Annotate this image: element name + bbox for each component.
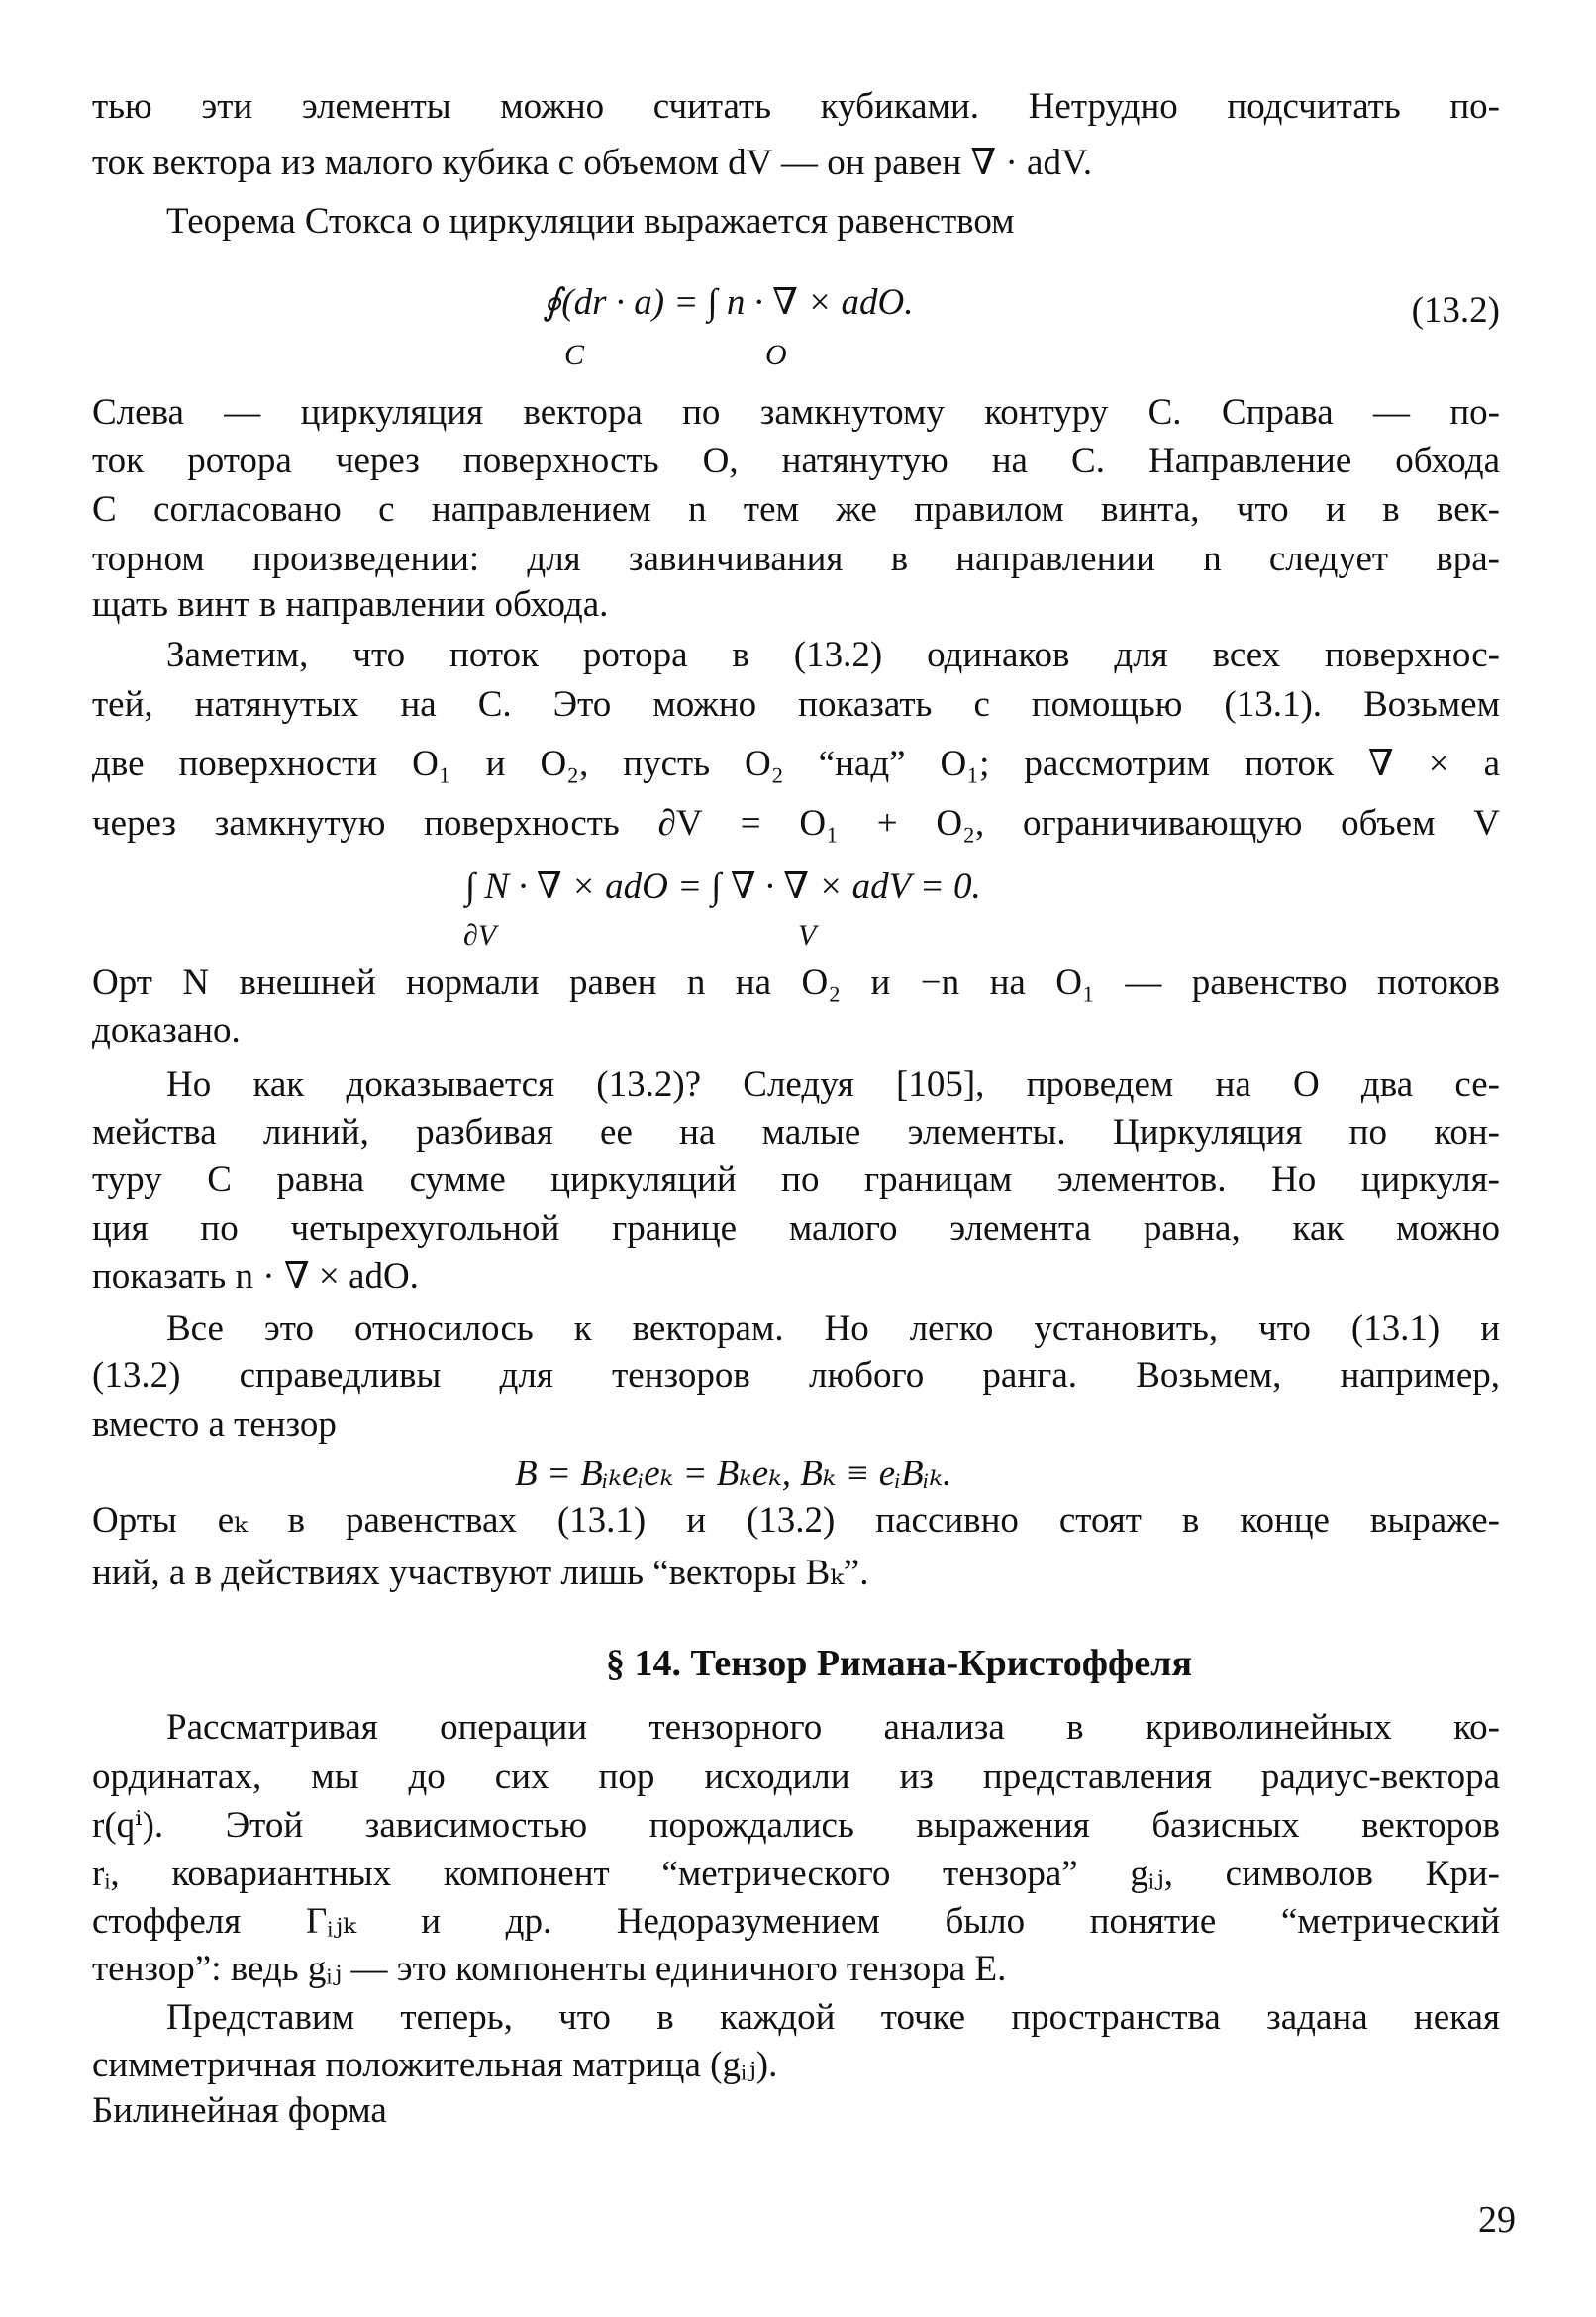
text-line: r(qⁱ). Этой зависимостью порождались выражения базисных векторов [92,1805,1500,1846]
text-line: ний, а в действиях участвуют лишь “векторы Bₖ”. [92,1553,869,1593]
section-heading: § 14. Тензор Римана-Кристоффеля [606,1643,1193,1684]
formula-subscript: V [798,919,817,952]
text-line: ток вектора из малого кубика с объемом dV — он равен ∇ · adV. [92,143,1093,183]
text-line: Но как доказывается (13.2)? Следуя [105], проведем на O два се- [166,1064,1500,1105]
formula: ∫ N · ∇ × adO = ∫ ∇ · ∇ × adV = 0. [465,866,981,907]
text-line: rᵢ, ковариантных компонент “метрического тензора” gᵢⱼ, символов Кри- [92,1854,1500,1894]
text-line: ординатах, мы до сих пор исходили из представления радиус-вектора [92,1757,1500,1797]
text-line: C согласовано с направлением n тем же правилом винта, что и в век- [92,489,1500,530]
formula-subscript: O [765,339,787,371]
formula-subscript: ∂V [463,919,497,952]
text-line: Заметим, что поток ротора в (13.2) одинаков для всех поверхнос- [166,635,1500,675]
text-line: ция по четырехугольной границе малого элемента равна, как можно [92,1208,1500,1249]
text-line: показать n · ∇ × adO. [92,1257,419,1297]
page-number: 29 [1478,2199,1516,2241]
text-line: щать винт в направлении обхода. [92,584,609,625]
text-line: Билинейная форма [92,2090,387,2131]
text-line: ток ротора через поверхность O, натянутую на C. Направление обхода [92,441,1500,481]
text-line: Рассматривая операции тензорного анализа в криволинейных ко- [166,1707,1500,1748]
text-line: Орт N внешней нормали равен n на O₂ и −n на O₁ — равенство потоков [92,962,1500,1003]
text-line: туру C равна сумме циркуляций по границам элементов. Но циркуля- [92,1159,1500,1200]
formula: B = Bᵢₖeᵢeₖ = Bₖeₖ, Bₖ ≡ eᵢBᵢₖ. [515,1454,952,1494]
text-line: тью эти элементы можно считать кубиками. Нетрудно подсчитать по- [92,86,1500,127]
formula-subscript: C [564,339,585,371]
equation-number: (13.2) [1411,290,1500,331]
text-line: доказано. [92,1010,241,1051]
text-line: торном произведении: для завинчивания в направлении n следует вра- [92,539,1500,579]
text-line: через замкнутую поверхность ∂V = O₁ + O₂, ограничивающую объем V [92,803,1500,844]
text-line: Представим теперь, что в каждой точке пространства задана некая [166,1997,1500,2038]
text-line: (13.2) справедливы для тензоров любого ранга. Возьмем, например, [92,1356,1500,1396]
text-line: Теорема Стокса о циркуляции выражается равенством [166,201,1015,242]
text-line: тензор”: ведь gᵢⱼ — это компоненты единичного тензора E. [92,1949,1007,1989]
text-line: Слева — циркуляция вектора по замкнутому контуру C. Справа — по- [92,392,1500,433]
formula: ∮(dr · a) = ∫ n · ∇ × adO. [543,282,914,323]
text-line: тей, натянутых на C. Это можно показать с помощью (13.1). Возьмем [92,684,1500,725]
text-line: стоффеля Γᵢⱼₖ и др. Недоразумением было понятие “метрический [92,1901,1500,1942]
text-line: мейства линий, разбивая ее на малые элементы. Циркуляция по кон- [92,1112,1500,1153]
text-line: вместо a тензор [92,1404,337,1445]
text-line: симметричная положительная матрица (gᵢⱼ). [92,2045,778,2085]
text-line: две поверхности O₁ и O₂, пусть O₂ “над” O₁; рассмотрим поток ∇ × a [92,744,1500,784]
text-line: Все это относилось к векторам. Но легко установить, что (13.1) и [166,1308,1500,1349]
text-line: Орты eₖ в равенствах (13.1) и (13.2) пассивно стоят в конце выраже- [92,1500,1500,1541]
